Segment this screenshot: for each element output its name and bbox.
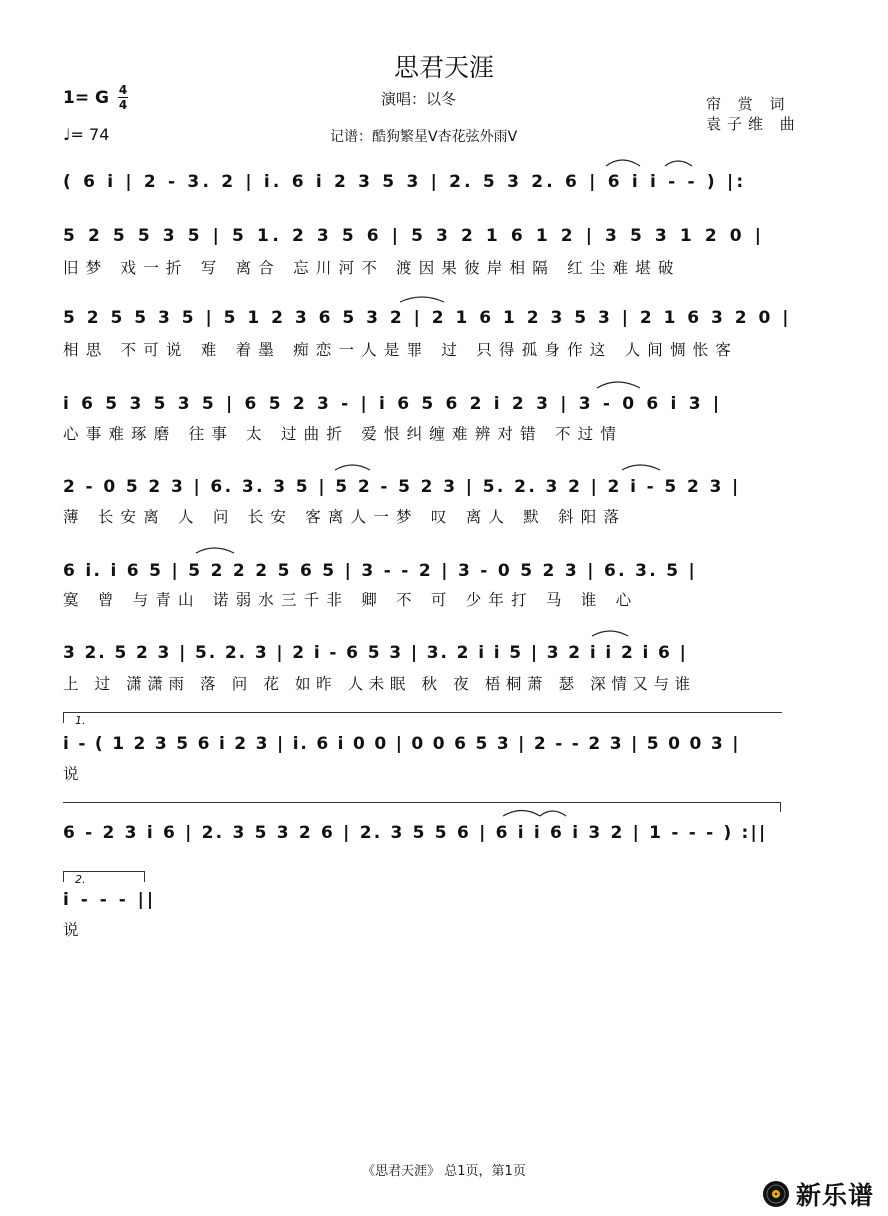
page-footer: 《思君天涯》 总1页，第1页 [362, 1164, 526, 1179]
notation-line-9: 6 - 2 3 i 6 | 2. 3 5 3 2 6 | 2. 3 5 5 6 | 6 i i 6 i 3 2 | 1 - - - ) :|| [63, 823, 768, 843]
lyric-line-3: 相思 不可说 难 着墨 痴恋一人是罪 过 只得孤身作这 人间惆怅客 [63, 341, 739, 359]
notation-line-7: 3 2. 5 2 3 | 5. 2. 3 | 2 i - 6 5 3 | 3. 2 i i 5 | 3 2 i i 2 i 6 | [63, 643, 688, 663]
time-signature-bottom: 4 [118, 98, 128, 112]
lyric-line-7: 上 过 潇潇雨 落 问 花 如昨 人未眠 秋 夜 梧桐萧 瑟 深情又与谁 [63, 675, 696, 693]
composer-credit: 袁子维 曲 [706, 115, 801, 133]
second-ending-label: 2. [75, 873, 86, 886]
slur-9 [503, 811, 540, 817]
transcriber-credit: 记谱：酷狗繁星V杏花弦外雨V [330, 129, 518, 145]
site-logo [762, 1176, 874, 1212]
slur-7 [196, 548, 234, 553]
lyric-line-6: 寞 曾 与青山 诺弱水三千非 卿 不 可 少年打 马 谁 心 [63, 591, 639, 609]
time-signature-top: 4 [118, 83, 128, 97]
lyric-line-4: 心事难琢磨 往事 太 过曲折 爱恨纠缠难辨对错 不过情 [63, 425, 624, 443]
score-title: 思君天涯 [393, 53, 494, 82]
notation-line-10: i - - - || [63, 890, 157, 910]
lyric-line-2: 旧梦 戏一折 写 离合 忘川河不 渡因果彼岸相隔 红尘难堪破 [63, 259, 681, 277]
notation-line-3: 5 2 5 5 3 5 | 5 1 2 3 6 5 3 2 | 2 1 6 1 2 3 5 3 | 2 1 6 3 2 0 | [63, 308, 792, 328]
logo-text: 新乐谱 [795, 1181, 874, 1210]
tempo-marking: ♩= 74 [63, 125, 110, 144]
lyricist-credit: 帘 赏 词 [706, 95, 791, 113]
notation-line-intro: ( 6 i | 2 - 3. 2 | i. 6 i 2 3 5 3 | 2. 5 3 2. 6 | 6 i i - - ) |: [63, 172, 747, 192]
slur-4 [597, 382, 640, 388]
notation-line-5: 2 - 0 5 2 3 | 6. 3. 3 5 | 5 2 - 5 2 3 | 5. 2. 3 2 | 2 i - 5 2 3 | [63, 477, 741, 497]
notation-line-8: i - ( 1 2 3 5 6 i 2 3 | i. 6 i 0 0 | 0 0 6 5 3 | 2 - - 2 3 | 5 0 0 3 | [63, 734, 741, 754]
notation-line-6: 6 i. i 6 5 | 5 2 2 2 5 6 5 | 3 - - 2 | 3 - 0 5 2 3 | 6. 3. 5 | [63, 561, 698, 581]
notation-line-2: 5 2 5 5 3 5 | 5 1. 2 3 5 6 | 5 3 2 1 6 1 2 | 3 5 3 1 2 0 | [63, 226, 765, 246]
slur-5 [335, 465, 370, 470]
slur-1 [606, 160, 640, 166]
key-signature: 1= G [63, 88, 109, 108]
slur-2 [665, 161, 692, 166]
lyric-line-5: 薄 长安离 人 问 长安 客离人一梦 叹 离人 默 斜阳落 [63, 508, 627, 526]
slur-6 [622, 465, 660, 470]
notation-line-4: i 6 5 3 5 3 5 | 6 5 2 3 - | i 6 5 6 2 i 2 3 | 3 - 0 6 i 3 | [63, 394, 723, 414]
slur-3 [400, 297, 444, 302]
first-ending-label: 1. [75, 714, 86, 727]
singer-credit: 演唱：以冬 [381, 90, 457, 108]
lyric-line-8: 说 [63, 765, 86, 783]
vinyl-record-icon [762, 1180, 790, 1208]
slur-8 [592, 631, 628, 636]
slur-10 [540, 811, 566, 816]
lyric-line-10: 说 [63, 921, 86, 939]
